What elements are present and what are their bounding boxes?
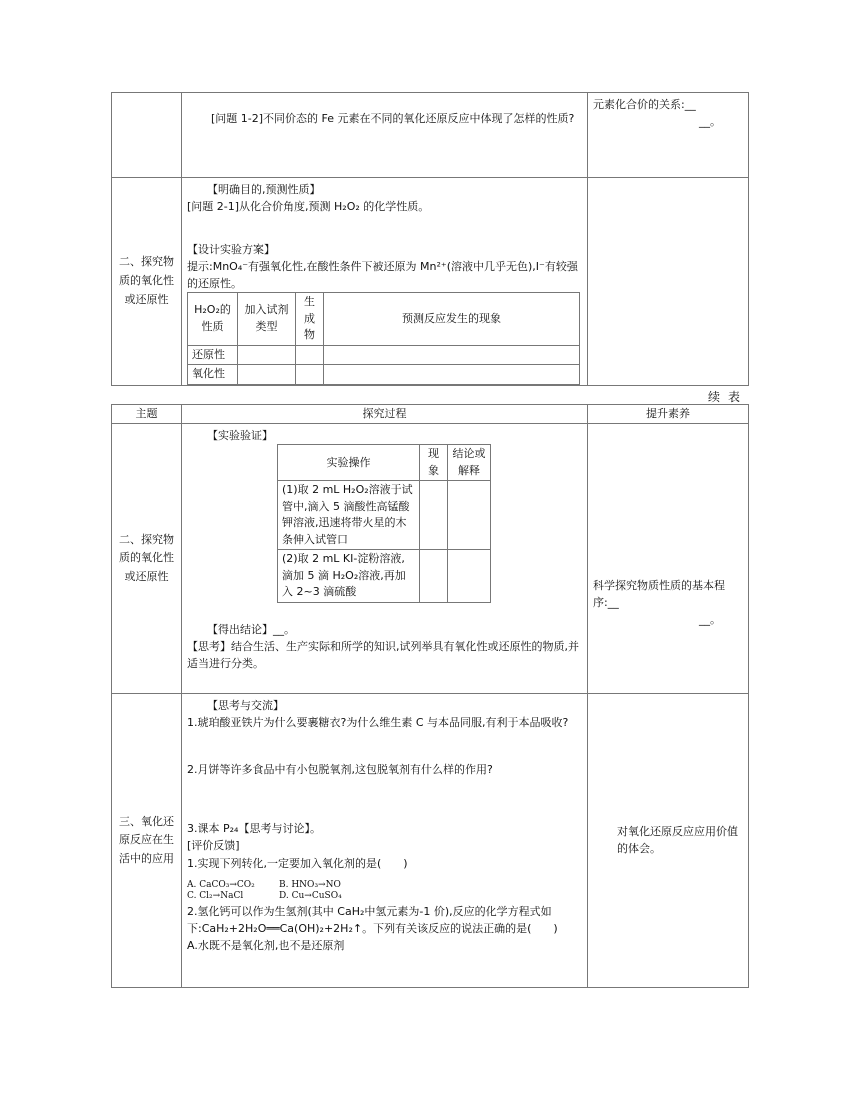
table-header: 现象: [420, 445, 448, 481]
table-row: [278, 550, 491, 603]
table-header: 加入试剂类型: [238, 293, 296, 346]
table-cell: [296, 365, 324, 385]
table-cell: [420, 481, 448, 550]
theme-cell: 三、氧化还原反应在生活中的应用: [112, 694, 182, 988]
table-cell: (2)取 2 mL KI-淀粉溶液,滴加 5 滴 H₂O₂溶液,再加入 2~3 滴硫酸: [278, 550, 420, 603]
literacy-cell: [588, 424, 749, 694]
theme-cell: [112, 93, 182, 178]
table-row: [188, 365, 580, 385]
prediction-table: [187, 292, 580, 385]
table-cell: [324, 345, 580, 365]
table-header: 生成物: [296, 293, 324, 346]
question-2-1: [问题 2-1]从化合价角度,预测 H₂O₂ 的化学性质。: [187, 200, 430, 214]
table-cell: [296, 345, 324, 365]
experiment-table: [277, 444, 491, 603]
conclusion-text: 【得出结论】__。: [207, 622, 295, 636]
question-1-2: [问题 1-2]不同价态的 Fe 元素在不同的氧化还原反应中体现了怎样的性质?: [211, 112, 575, 125]
process-cell: [182, 424, 588, 694]
table-row: [112, 93, 749, 178]
hint-text: 提示:MnO₄⁻有强氧化性,在酸性条件下被还原为 Mn²⁺(溶液中几乎无色),I⁻有较强的还原性。: [187, 260, 578, 291]
option-c: C. Cl₂→NaCl: [187, 891, 244, 902]
section-heading: 【设计实验方案】: [187, 243, 275, 257]
table-row: [188, 293, 580, 346]
column-header-theme: 主题: [112, 405, 182, 424]
feedback-option-a: A.水既不是氧化剂,也不是还原剂: [187, 939, 345, 953]
section-heading: 【明确目的,预测性质】: [207, 183, 321, 196]
think-text: 【思考】结合生活、生产实际和所学的知识,试列举具有氧化性或还原性的物质,并适当进行分类。: [187, 639, 579, 670]
question-2: 2.月饼等许多食品中有小包脱氧剂,这包脱氧剂有什么样的作用?: [187, 763, 493, 777]
literacy-text: 科学探究物质性质的基本程序:__: [593, 579, 725, 610]
feedback-heading: [评价反馈]: [187, 839, 240, 853]
table-cell: [238, 365, 296, 385]
theme-cell: 二、探究物质的氧化性或还原性: [112, 424, 182, 694]
theme-cell: 二、探究物质的氧化性或还原性: [112, 178, 182, 386]
literacy-cell: [588, 694, 749, 988]
table-header: 结论或解释: [448, 445, 491, 481]
table-row: [112, 424, 749, 694]
lower-table: [111, 404, 749, 988]
table-cell: [324, 365, 580, 385]
section-heading: 【实验验证】: [207, 429, 273, 443]
table-cell: 氧化性: [188, 365, 238, 385]
upper-table: [111, 92, 749, 386]
continued-label: 续表: [708, 390, 749, 404]
options-grid: [187, 880, 582, 903]
section-heading: 【思考与交流】: [207, 699, 284, 713]
option-d: D. Cu→CuSO₄: [279, 891, 342, 902]
table-header: H₂O₂的性质: [188, 293, 238, 346]
feedback-question-2: 2.氢化钙可以作为生氢剂(其中 CaH₂中氢元素为-1 价),反应的化学方程式如: [187, 904, 552, 918]
literacy-blank: __。: [699, 613, 721, 627]
table-cell: [448, 550, 491, 603]
table-cell: 还原性: [188, 345, 238, 365]
table-row: [112, 694, 749, 988]
table-row: [278, 445, 491, 481]
table-cell: [238, 345, 296, 365]
process-cell: [182, 178, 588, 386]
literacy-text: 元素化合价的关系:__: [593, 98, 696, 111]
table-row: [112, 178, 749, 386]
feedback-question-1: 1.实现下列转化,一定要加入氧化剂的是( ): [187, 856, 408, 870]
question-1: 1.琥珀酸亚铁片为什么要裹糖衣?为什么维生素 C 与本品同服,有利于本品吸收?: [187, 716, 569, 730]
table-header: 预测反应发生的现象: [324, 293, 580, 346]
table-cell: [448, 481, 491, 550]
table-header-row: [112, 405, 749, 424]
literacy-blank: __。: [699, 115, 721, 129]
table-cell: (1)取 2 mL H₂O₂溶液于试管中,滴入 5 滴酸性高锰酸钾溶液,迅速将带火星的木条伸入试管口: [278, 481, 420, 550]
table-row: [188, 345, 580, 365]
literacy-cell: [588, 93, 749, 178]
literacy-text: 对氧化还原反应应用价值的体会。: [617, 825, 738, 856]
process-cell: [182, 93, 588, 178]
column-header-process: 探究过程: [182, 405, 588, 424]
option-b: B. HNO₃→NO: [279, 879, 341, 890]
table-cell: [420, 550, 448, 603]
literacy-cell: [588, 178, 749, 386]
table-row: [278, 481, 491, 550]
table-header: 实验操作: [278, 445, 420, 481]
process-cell: [182, 694, 588, 988]
question-3: 3.课本 P₂₄【思考与讨论】。: [187, 822, 321, 836]
option-a: A. CaCO₃→CO₂: [187, 879, 255, 890]
feedback-question-2-cont: 下:CaH₂+2H₂O══Ca(OH)₂+2H₂↑。下列有关该反应的说法正确的是( ): [187, 922, 558, 935]
column-header-literacy: 提升素养: [588, 405, 749, 424]
